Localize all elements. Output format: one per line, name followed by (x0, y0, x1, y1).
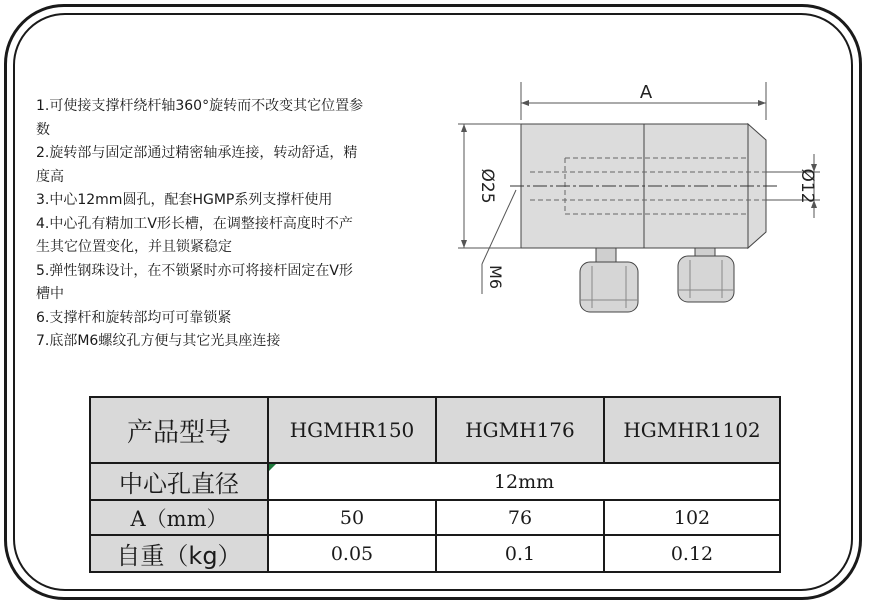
feature-line: 3.中心12mm圆孔，配套HGMP系列支撑杆使用 (36, 192, 333, 208)
table-row (90, 500, 780, 535)
table-header-row (90, 397, 780, 463)
center-hole-label: 中心孔直径 (90, 463, 268, 500)
diameter-right-label: Ø12 (797, 168, 817, 204)
technical-drawing (450, 72, 840, 322)
dimension-a-label: A (639, 82, 653, 103)
lock-knob-left (580, 262, 638, 312)
feature-line: 1.可使接支撑杆绕杆轴360°旋转而不改变其它位置参 (36, 98, 364, 114)
feature-line: 5.弹性钢珠设计，在不锁紧时亦可将接杆固定在V形 (36, 262, 353, 279)
weight-value: 0.1 (436, 535, 604, 572)
diameter-left-label: Ø25 (477, 168, 497, 204)
weight-value: 0.12 (604, 535, 780, 572)
model-name: HGMHR150 (268, 397, 436, 463)
feature-line: 数 (36, 121, 50, 138)
a-value: 102 (604, 500, 780, 535)
table-row (90, 535, 780, 572)
spec-table (89, 396, 781, 573)
a-value: 76 (436, 500, 604, 535)
feature-list (36, 95, 448, 354)
model-name: HGMH176 (436, 397, 604, 463)
feature-line: 6.支撑杆和旋转部均可可靠锁紧 (36, 309, 232, 326)
table-row (90, 463, 780, 500)
feature-line: 生其它位置变化，并且锁紧稳定 (36, 239, 232, 255)
cell-marker (269, 464, 276, 471)
weight-value: 0.05 (268, 535, 436, 572)
feature-line: 槽中 (36, 286, 64, 302)
model-header-label: 产品型号 (90, 397, 268, 463)
a-label: A（mm） (90, 500, 268, 535)
center-hole-value-cell (268, 463, 780, 500)
feature-line: 4.中心孔有精加工V形长槽，在调整接杆高度时不产 (36, 215, 353, 232)
feature-line: 7.底部M6螺纹孔方便与其它光具座连接 (36, 333, 281, 349)
lock-knob-right (678, 256, 734, 302)
a-value: 50 (268, 500, 436, 535)
weight-label: 自重（kg） (90, 535, 268, 572)
thread-label: M6 (486, 265, 505, 289)
feature-line: 2.旋转部与固定部通过精密轴承连接，转动舒适，精 (36, 145, 358, 161)
center-hole-value: 12mm (493, 470, 555, 493)
model-name: HGMHR1102 (604, 397, 780, 463)
feature-line: 度高 (36, 168, 64, 185)
